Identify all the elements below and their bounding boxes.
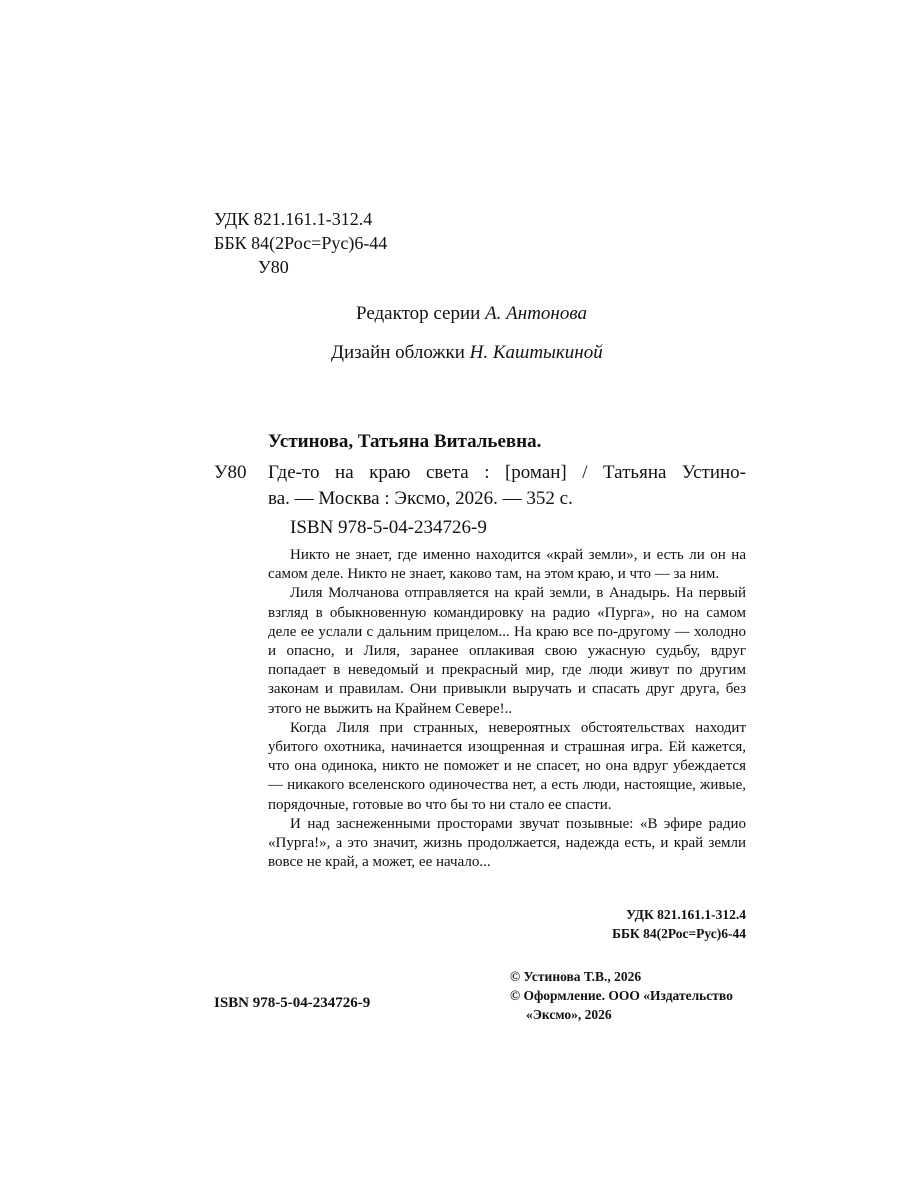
annotation-paragraph: Когда Лиля при странных, невероятных обстоятельствах находит убитого охотника, начинается изощренная и страшная игра. Ей кажется, что она одинока, никто не поможет и не спасет, но она вдруг убеждается — никакого вселенского одиночества нет, а есть люди, настоящие, живые, порядочные, готовые во что бы то ни стало ее спасти. <box>268 719 746 813</box>
isbn-footer: ISBN 978-5-04-234726-9 <box>214 995 371 1011</box>
footer-codes <box>612 905 746 943</box>
footer-udk: УДК 821.161.1-312.4 <box>626 907 746 922</box>
copyright-author: © Устинова Т.В., 2026 <box>510 969 642 984</box>
footer-bbk: ББК 84(2Рос=Рус)6-44 <box>612 926 746 941</box>
cover-design-label: Дизайн обложки <box>331 342 465 363</box>
title-line-2: ва. — Москва : Эксмо, 2026. — 352 с. <box>268 488 573 509</box>
isbn-main: ISBN 978-5-04-234726-9 <box>290 517 487 538</box>
shelf-mark: У80 <box>214 462 247 483</box>
bbk-code: ББК 84(2Рос=Рус)6-44 <box>214 233 388 253</box>
title-statement <box>268 460 746 512</box>
annotation-paragraph: И над заснеженными просторами звучат позывные: «В эфире радио «Пурга!», а это значит, жизнь продолжается, надежда есть, и край земли вовсе не край, а может, ее начало... <box>268 815 746 871</box>
udk-code: УДК 821.161.1-312.4 <box>214 209 373 229</box>
classification-block <box>214 207 387 279</box>
title-line-1: Где-то на краю света : [роман] / Татьяна Устино- <box>268 462 746 483</box>
annotation-paragraph: Лиля Молчанова отправляется на край земли, в Анадырь. На первый взгляд в обыкновенную командировку на радио «Пурга», но на самом деле ее услали с дальним прицелом... На краю все по-другому — холодно и опасно, и Лиля, заранее оплакивая свою ужасную судьбу, вдруг попадает в неведомый и прекрасный мир, где люди живут по другим законам и правилам. Они привыкли выручать и спасать друг друга, без этого не выжить на Крайнем Севере!.. <box>268 585 746 717</box>
annotation-paragraph: Никто не знает, где именно находится «край земли», и есть ли он на самом деле. Никто не знает, каково там, на этом краю, и что — за ним. <box>268 547 746 583</box>
series-editor-credit <box>356 302 587 326</box>
copyright-design-line1: © Оформление. ООО «Издательство <box>510 988 733 1003</box>
annotation <box>268 546 746 872</box>
series-editor-name: А. Антонова <box>485 303 587 324</box>
copyright-design-line2: «Эксмо», 2026 <box>526 1007 612 1022</box>
series-editor-label: Редактор серии <box>356 303 481 324</box>
copyright-block <box>510 967 733 1024</box>
cover-design-name: Н. Каштыкиной <box>469 342 603 363</box>
author-mark: У80 <box>258 257 289 277</box>
record-author: Устинова, Татьяна Витальевна. <box>268 431 542 452</box>
cover-design-credit <box>331 341 603 365</box>
